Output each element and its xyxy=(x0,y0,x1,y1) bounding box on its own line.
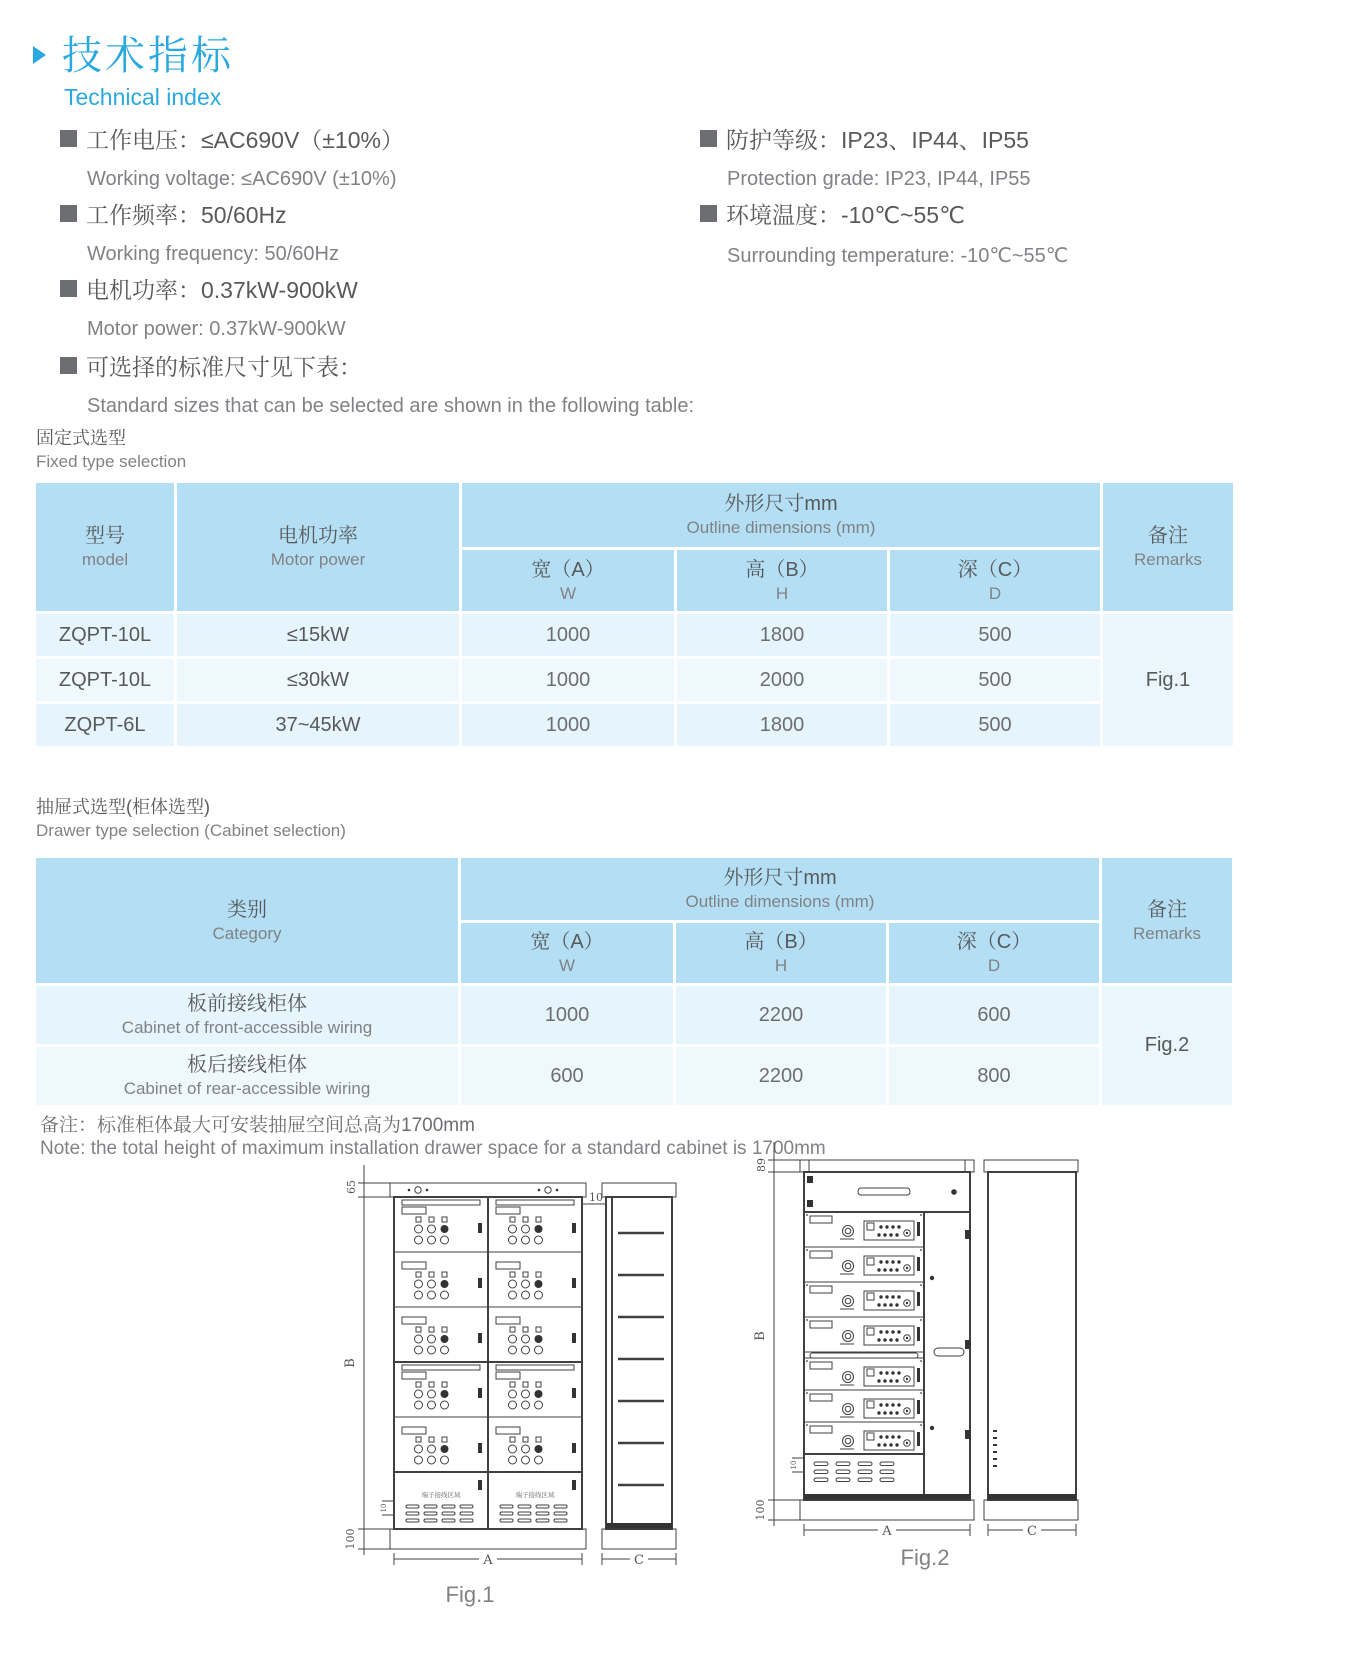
table-row-cell: 1800 xyxy=(677,614,887,656)
table-row-cell: 1800 xyxy=(677,704,887,746)
page-title-cn: 技术指标 xyxy=(62,34,234,78)
fig1-caption: Fig.1 xyxy=(445,1582,495,1607)
col-header-motor-power: 电机功率 Motor power xyxy=(177,483,459,611)
bullet-square-icon xyxy=(60,130,77,147)
drawer-table-caption-cn: 抽屉式选型(柜体选型) xyxy=(36,797,210,817)
col-header-width: 宽（A） W xyxy=(461,923,673,983)
col-header-width: 宽（A） W xyxy=(462,550,674,611)
table-row-cell: 1000 xyxy=(462,704,674,746)
fig1-front-view xyxy=(390,1183,586,1549)
fig1-dim-65: 65 xyxy=(345,1180,358,1194)
spec-protection-grade xyxy=(700,122,1031,191)
spec-working-voltage xyxy=(60,122,404,191)
remarks-cell-fig2: Fig.2 xyxy=(1102,986,1232,1105)
fixed-table-caption-en: Fixed type selection xyxy=(36,452,187,471)
table-row-cell: ≤30kW xyxy=(177,659,459,701)
fig2-front-view xyxy=(800,1160,974,1520)
col-header-outline-dimensions: 外形尺寸mm Outline dimensions (mm) xyxy=(462,483,1100,547)
table-row-cell: ZQPT-6L xyxy=(36,704,174,746)
table-row-cell: 2000 xyxy=(677,659,887,701)
fig1-dim-C: C xyxy=(634,1553,644,1568)
fig1-drawing xyxy=(342,1135,677,1580)
fig2-dim-B: B xyxy=(753,1331,768,1341)
table-row-cell: 2200 xyxy=(676,1047,886,1105)
spec-en: Protection grade: IP23, IP44, IP55 xyxy=(727,168,1031,190)
table-row-cell: 1000 xyxy=(461,986,673,1044)
fig1-terminal-area-label: 端子接线区域 xyxy=(421,1492,461,1499)
fig1-dim-vent-10: 10 xyxy=(380,1503,388,1513)
fixed-table-caption-cn: 固定式选型 xyxy=(36,428,126,448)
col-header-category: 类别 Category xyxy=(36,858,458,983)
col-header-height: 高（B） H xyxy=(676,923,886,983)
table-row-cell: 600 xyxy=(461,1047,673,1105)
table-row-cell: ≤15kW xyxy=(177,614,459,656)
fig2-dim-A: A xyxy=(882,1524,892,1539)
fig2-door xyxy=(930,1230,971,1439)
fixed-type-table xyxy=(36,483,1233,746)
fig2-dim-vent-10: 10 xyxy=(790,1460,798,1470)
col-header-depth: 深（C） D xyxy=(890,550,1100,611)
table-row-cell: 37~45kW xyxy=(177,704,459,746)
fig2-dim-C: C xyxy=(1027,1524,1037,1539)
table-row-cell: 800 xyxy=(889,1047,1099,1105)
col-header-height: 高（B） H xyxy=(677,550,887,611)
fig1-vent-slots xyxy=(406,1505,567,1522)
fig1-side-view xyxy=(602,1183,676,1549)
fig2-dim-100: 100 xyxy=(754,1499,767,1521)
section-marker-triangle-icon xyxy=(33,46,46,64)
fig2-side-vents xyxy=(993,1430,997,1467)
remarks-cell-fig1: Fig.1 xyxy=(1103,614,1233,746)
col-header-outline-dimensions: 外形尺寸mm Outline dimensions (mm) xyxy=(461,858,1099,920)
bullet-square-icon xyxy=(60,280,77,297)
bullet-square-icon xyxy=(700,205,717,222)
page-title-en: Technical index xyxy=(64,84,222,110)
fig2-dim-89: 89 xyxy=(755,1158,768,1172)
table-row-cell: 500 xyxy=(890,614,1100,656)
spec-cn: 环境温度：-10℃~55℃ xyxy=(726,202,965,228)
spec-en: Motor power: 0.37kW-900kW xyxy=(87,318,346,340)
col-header-model: 型号 model xyxy=(36,483,174,611)
table-row-cell: 500 xyxy=(890,659,1100,701)
col-header-remarks: 备注 Remarks xyxy=(1102,858,1232,983)
fig1-dim-A: A xyxy=(483,1553,493,1568)
fig1-dim-100: 100 xyxy=(344,1528,357,1550)
table-row-cell: ZQPT-10L xyxy=(36,614,174,656)
spec-surrounding-temperature xyxy=(700,197,1068,268)
table-row-cell: ZQPT-10L xyxy=(36,659,174,701)
bullet-square-icon xyxy=(60,205,77,222)
spec-en: Working frequency: 50/60Hz xyxy=(87,243,339,265)
col-header-depth: 深（C） D xyxy=(889,923,1099,983)
spec-cn: 防护等级：IP23、IP44、IP55 xyxy=(726,127,1029,153)
fig2-drawing xyxy=(720,1100,1100,1555)
spec-working-frequency xyxy=(60,197,339,266)
table-row-cell: 板前接线柜体 Cabinet of front-accessible wiring xyxy=(36,986,458,1044)
note-cn: 备注：标准柜体最大可安装抽屉空间总高为1700mm xyxy=(40,1115,475,1136)
bullet-square-icon xyxy=(60,357,77,374)
bullet-square-icon xyxy=(700,130,717,147)
note-en: Note: the total height of maximum installation drawer space for a standard cabinet is 1700mm xyxy=(40,1138,826,1159)
table-row-cell: 600 xyxy=(889,986,1099,1044)
fig1-terminal-area-label: 端子接线区域 xyxy=(515,1492,555,1499)
spec-en: Standard sizes that can be selected are shown in the following table: xyxy=(87,395,695,417)
spec-cn: 可选择的标准尺寸见下表： xyxy=(86,354,362,380)
spec-cn: 工作电压：≤AC690V（±10%） xyxy=(86,127,404,153)
spec-en: Working voltage: ≤AC690V (±10%) xyxy=(87,168,397,190)
spec-cn: 工作频率：50/60Hz xyxy=(86,202,287,228)
drawer-type-table xyxy=(36,858,1232,1105)
table-row-cell: 500 xyxy=(890,704,1100,746)
table-row-cell: 板后接线柜体 Cabinet of rear-accessible wiring xyxy=(36,1047,458,1105)
spec-motor-power xyxy=(60,272,358,341)
col-header-remarks: 备注 Remarks xyxy=(1103,483,1233,611)
spec-standard-sizes xyxy=(60,349,694,418)
table-row-cell: 1000 xyxy=(462,614,674,656)
fig2-vent-slots xyxy=(814,1462,894,1482)
fig2-caption: Fig.2 xyxy=(900,1545,950,1570)
spec-en: Surrounding temperature: -10℃~55℃ xyxy=(727,245,1069,267)
table-row-cell: 1000 xyxy=(462,659,674,701)
drawer-table-caption-en: Drawer type selection (Cabinet selection) xyxy=(36,821,346,840)
fig1-dim-10: 10 xyxy=(589,1191,603,1204)
fig1-dim-B: B xyxy=(343,1358,358,1368)
fig2-side-view xyxy=(984,1160,1078,1520)
spec-cn: 电机功率：0.37kW-900kW xyxy=(86,277,358,303)
table-row-cell: 2200 xyxy=(676,986,886,1044)
